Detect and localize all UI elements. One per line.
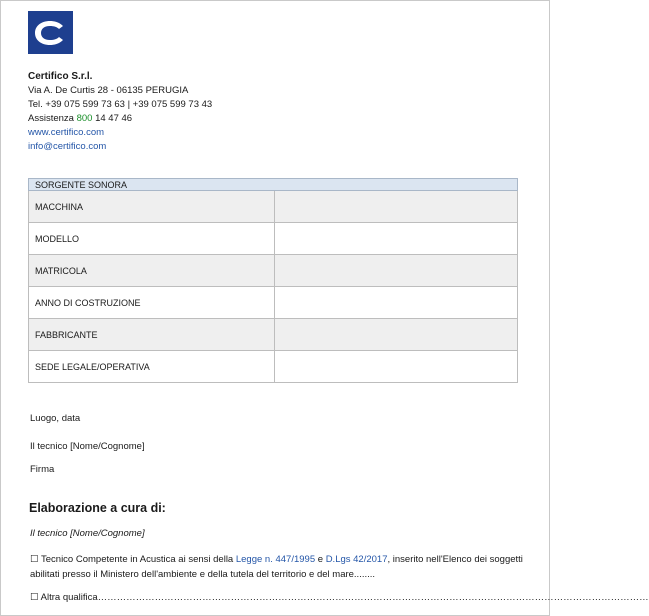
website-link[interactable]: www.certifico.com — [28, 127, 105, 138]
signature-label: Firma — [30, 464, 55, 475]
table-header: SORGENTE SONORA — [29, 179, 518, 191]
email-link[interactable]: info@certifico.com — [28, 141, 107, 152]
law-link-447[interactable]: Legge n. 447/1995 — [235, 554, 316, 565]
table-row — [29, 191, 518, 223]
assistance-green-number: 800 — [76, 113, 93, 124]
company-info — [28, 70, 212, 154]
table-row — [29, 223, 518, 255]
company-name: Certifico S.r.l. — [28, 71, 93, 82]
row-value[interactable] — [275, 191, 518, 223]
para-text-a: Tecnico Competente in Acustica ai sensi della — [41, 554, 234, 565]
company-address: Via A. De Curtis 28 - 06135 PERUGIA — [28, 85, 189, 96]
row-value[interactable] — [275, 223, 518, 255]
row-value[interactable] — [275, 351, 518, 383]
elaboration-technician: Il tecnico [Nome/Cognome] — [30, 528, 145, 539]
assistance-label: Assistenza — [28, 113, 74, 124]
row-value[interactable] — [275, 319, 518, 351]
table-row — [29, 287, 518, 319]
row-label: ANNO DI COSTRUZIONE — [29, 287, 275, 319]
other-qualification-text: Altra qualifica………………………………………………………………………………………………………………………………………………………… — [40, 592, 649, 603]
checkbox-icon[interactable]: ☐ — [30, 554, 39, 565]
sound-source-table — [28, 178, 518, 383]
table-row — [29, 351, 518, 383]
row-value[interactable] — [275, 255, 518, 287]
para-text-c: , inserito nell'Elenco dei soggetti abilitati presso il Ministero dell'ambiente e della tutela del territorio e del mare........ — [30, 554, 523, 580]
table-row — [29, 319, 518, 351]
row-label: MACCHINA — [29, 191, 275, 223]
assistance-number-rest: 14 47 46 — [95, 113, 133, 124]
row-label: MATRICOLA — [29, 255, 275, 287]
technician-label: Il tecnico [Nome/Cognome] — [30, 441, 145, 452]
place-date-label: Luogo, data — [30, 413, 81, 424]
row-value[interactable] — [275, 287, 518, 319]
table-row — [29, 255, 518, 287]
qualification-paragraph — [30, 552, 525, 582]
row-label: MODELLO — [29, 223, 275, 255]
para-text-b: e — [317, 554, 324, 565]
other-qualification — [30, 592, 649, 603]
certifico-logo — [28, 11, 73, 54]
company-assistance — [28, 112, 212, 126]
checkbox-icon[interactable]: ☐ — [30, 592, 39, 603]
c-logo-icon — [32, 19, 69, 47]
company-tel: Tel. +39 075 599 73 63 | +39 075 599 73 43 — [28, 99, 213, 110]
table-header-row — [29, 179, 518, 191]
elaboration-title: Elaborazione a cura di: — [29, 501, 166, 515]
law-link-42[interactable]: D.Lgs 42/2017 — [325, 554, 388, 565]
row-label: SEDE LEGALE/OPERATIVA — [29, 351, 275, 383]
row-label: FABBRICANTE — [29, 319, 275, 351]
